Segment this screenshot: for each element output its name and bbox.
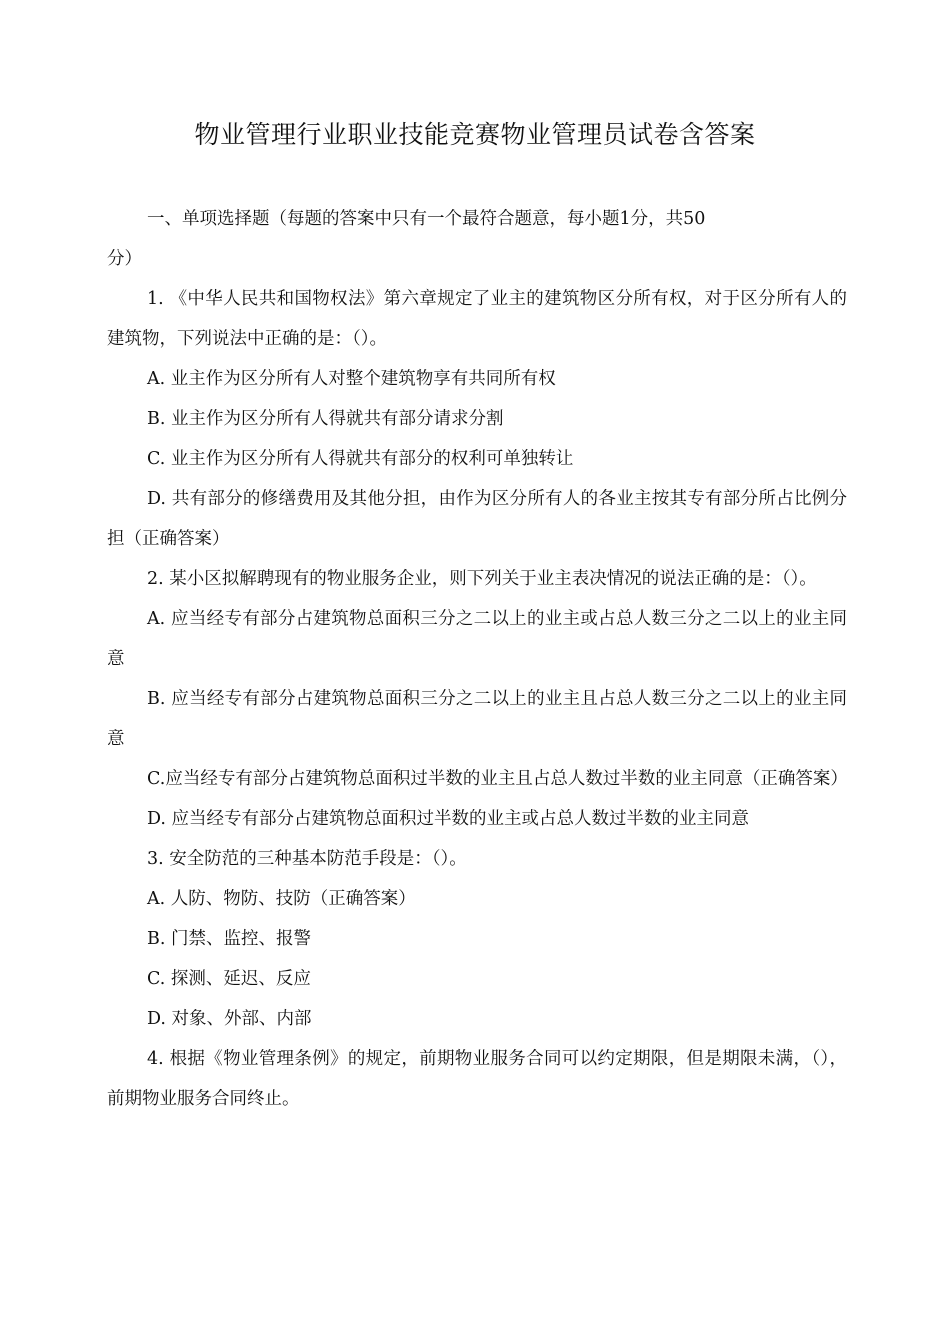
question-3-option-a: A. 人防、物防、技防（正确答案） — [147, 889, 416, 909]
question-3-option-c: C. 探测、延迟、反应 — [147, 969, 311, 989]
question-3: 3. 安全防范的三种基本防范手段是：（）。 — [147, 849, 467, 869]
question-1: 1. 《中华人民共和国物权法》第六章规定了业主的建筑物区分所有权，对于区分所有人的建筑物，下列说法中正确的是：（）。 — [107, 289, 847, 349]
question-3-option-d: D. 对象、外部、内部 — [147, 1009, 312, 1029]
question-2-option-a: A. 应当经专有部分占建筑物总面积三分之二以上的业主或占总人数三分之二以上的业主同意 — [107, 609, 847, 669]
section-heading-line2: 分） — [107, 249, 142, 269]
section-heading — [107, 199, 847, 279]
question-1-option-d: D. 共有部分的修缮费用及其他分担，由作为区分所有人的各业主按其专有部分所占比例分担（正确答案） — [107, 489, 847, 549]
question-1-option-b: B. 业主作为区分所有人得就共有部分请求分割 — [147, 409, 504, 429]
question-1-option-c: C. 业主作为区分所有人得就共有部分的权利可单独转让 — [147, 449, 574, 469]
document-body — [107, 199, 847, 1119]
question-2: 2. 某小区拟解聘现有的物业服务企业，则下列关于业主表决情况的说法正确的是：（）。 — [147, 569, 817, 589]
question-4: 4. 根据《物业管理条例》的规定，前期物业服务合同可以约定期限，但是期限未满，（），前期物业服务合同终止。 — [107, 1049, 847, 1109]
section-heading-line1: 一、单项选择题（每题的答案中只有一个最符合题意，每小题1分，共50 — [147, 209, 706, 229]
question-1-option-a: A. 业主作为区分所有人对整个建筑物享有共同所有权 — [147, 369, 556, 389]
question-2-option-c: C.应当经专有部分占建筑物总面积过半数的业主且占总人数过半数的业主同意（正确答案） — [147, 769, 848, 789]
question-2-option-b: B. 应当经专有部分占建筑物总面积三分之二以上的业主且占总人数三分之二以上的业主同意 — [107, 689, 847, 749]
question-3-option-b: B. 门禁、监控、报警 — [147, 929, 311, 949]
question-2-option-d: D. 应当经专有部分占建筑物总面积过半数的业主或占总人数过半数的业主同意 — [147, 809, 750, 829]
document-title: 物业管理行业职业技能竞赛物业管理员试卷含答案 — [194, 120, 756, 149]
